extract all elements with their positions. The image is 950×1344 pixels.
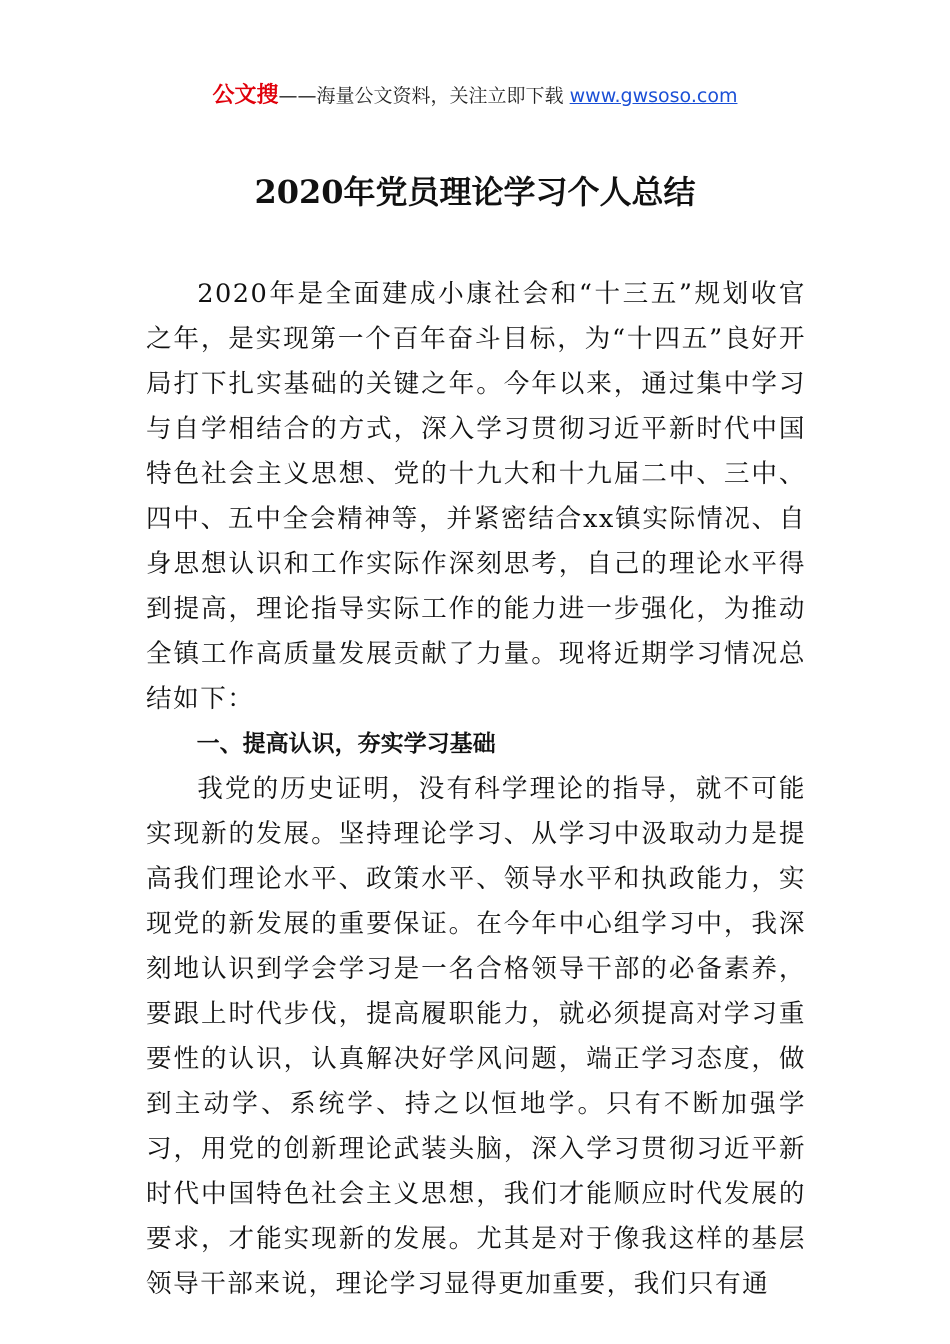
header-banner — [0, 82, 950, 110]
document-title: 2020年党员理论学习个人总结 — [254, 173, 696, 211]
site-link[interactable]: www.gwsoso.com — [569, 85, 738, 107]
document-body — [146, 272, 806, 1307]
brand-logo-text: 公文搜 — [212, 83, 279, 108]
section-1-paragraph: 我党的历史证明，没有科学理论的指导，就不可能实现新的发展。坚持理论学习、从学习中汲取动力是提高我们理论水平、政策水平、领导水平和执政能力，实现党的新发展的重要保证。在今年中心组学习中，我深刻地认识到学会学习是一名合格领导干部的必备素养，要跟上时代步伐，提高履职能力，就必须提高对学习重要性的认识，认真解决好学风问题，端正学习态度，做到主动学、系统学、持之以恒地学。只有不断加强学习，用党的创新理论武装头脑，深入学习贯彻习近平新时代中国特色社会主义思想，我们才能顺应时代发展的要求，才能实现新的发展。尤其是对于像我这样的基层领导干部来说，理论学习显得更加重要，我们只有通 — [146, 774, 806, 1299]
section-heading-1: 一、提高认识，夯实学习基础 — [196, 731, 496, 757]
header-tagline: ——海量公文资料，关注立即下载 — [278, 85, 564, 107]
intro-paragraph: 2020年是全面建成小康社会和“十三五”规划收官之年，是实现第一个百年奋斗目标，为“十四五”良好开局打下扎实基础的关键之年。今年以来，通过集中学习与自学相结合的方式，深入学习贯彻习近平新时代中国特色社会主义思想、党的十九大和十九届二中、三中、四中、五中全会精神等，并紧密结合xx镇实际情况、自身思想认识和工作实际作深刻思考，自己的理论水平得到提高，理论指导实际工作的能力进一步强化，为推动全镇工作高质量发展贡献了力量。现将近期学习情况总结如下： — [146, 279, 806, 714]
